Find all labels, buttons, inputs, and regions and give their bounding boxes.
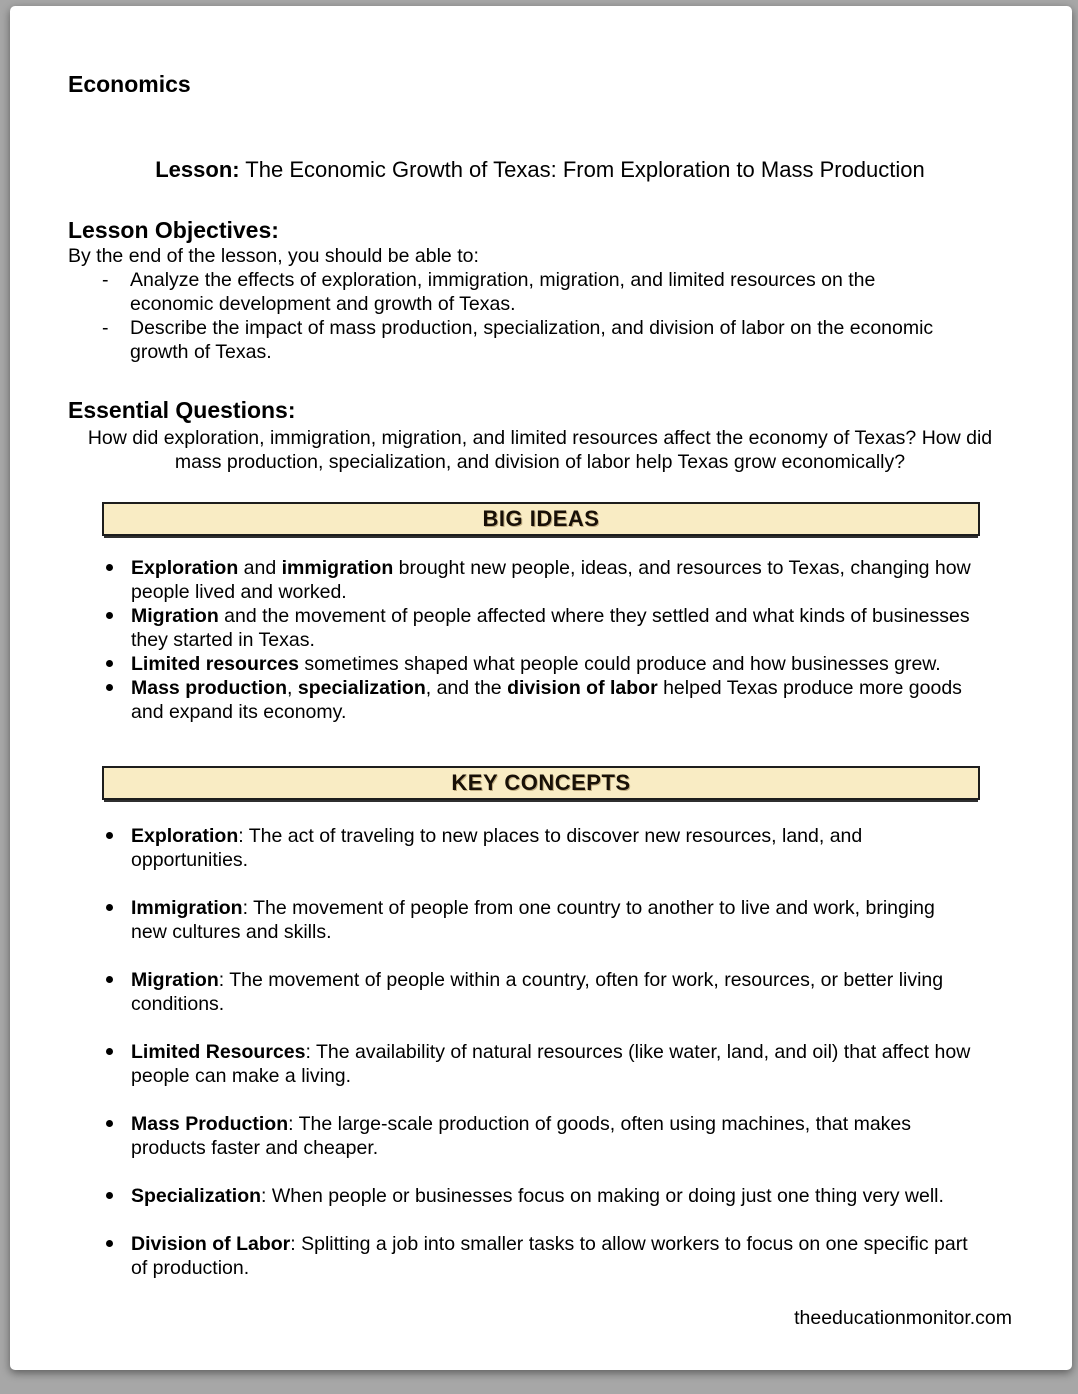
big-idea-item: Limited resources sometimes shaped what people could produce and how businesses grew.: [104, 652, 976, 676]
big-ideas-list: [104, 556, 1012, 724]
key-concepts-list: [104, 824, 1012, 1280]
key-concept-term: Division of Labor: [131, 1233, 291, 1255]
objective-item: - Describe the impact of mass production, specialization, and division of labor on the economic growth of Texas.: [98, 316, 948, 364]
website-footer: theeducationmonitor.com: [794, 1307, 1012, 1329]
key-concepts-banner: KEY CONCEPTS: [102, 766, 980, 800]
key-concept-term: Immigration: [131, 897, 243, 919]
big-idea-item: Mass production, specialization, and the division of labor helped Texas produce more goods and expand its economy.: [104, 676, 976, 724]
key-concept-definition: : The movement of people from one country to another to live and work, bringing new cultures and skills.: [131, 897, 935, 943]
objectives-list: [98, 268, 1012, 364]
key-concept-term: Limited Resources: [131, 1041, 306, 1063]
document-page: [10, 6, 1072, 1370]
key-concept-item: [104, 1232, 976, 1280]
key-concept-definition: : The movement of people within a country, often for work, resources, or better living conditions.: [131, 969, 944, 1015]
big-idea-item: Exploration and immigration brought new people, ideas, and resources to Texas, changing how people lived and worked.: [104, 556, 976, 604]
key-concept-definition: : When people or businesses focus on making or doing just one thing very well.: [261, 1185, 944, 1207]
key-concept-term: Mass Production: [131, 1113, 289, 1135]
key-concept-item: [104, 1040, 976, 1088]
key-concept-definition: : The act of traveling to new places to discover new resources, land, and opportunities.: [131, 825, 863, 871]
key-concept-item: [104, 896, 976, 944]
key-concept-definition: : The availability of natural resources (like water, land, and oil) that affect how people can make a living.: [131, 1041, 971, 1087]
lesson-title-line: [68, 156, 1012, 184]
key-concept-definition: : The large-scale production of goods, often using machines, that makes products faster and cheaper.: [131, 1113, 912, 1159]
key-concept-term: Specialization: [131, 1185, 262, 1207]
objectives-intro: By the end of the lesson, you should be able to:: [68, 245, 479, 267]
key-concept-item: [104, 1112, 976, 1160]
big-ideas-banner: BIG IDEAS: [102, 502, 980, 536]
key-concept-term: Migration: [131, 969, 219, 991]
lesson-title: The Economic Growth of Texas: From Exploration to Mass Production: [239, 157, 925, 182]
subject-title: Economics: [68, 71, 191, 97]
key-concept-item: [104, 968, 976, 1016]
key-concept-definition: : Splitting a job into smaller tasks to allow workers to focus on one specific part of production.: [131, 1233, 968, 1279]
key-concept-item: [104, 824, 976, 872]
key-concept-item: [104, 1184, 976, 1208]
big-idea-item: Migration and the movement of people affected where they settled and what kinds of businesses they started in Texas.: [104, 604, 976, 652]
objectives-heading: Lesson Objectives:: [68, 217, 279, 243]
key-concept-term: Exploration: [131, 825, 239, 847]
essential-questions-text: How did exploration, immigration, migration, and limited resources affect the economy of Texas? How did mass production, specialization, and division of labor help Texas grow economically?: [87, 427, 993, 473]
objective-item: - Analyze the effects of exploration, immigration, migration, and limited resources on the economic development and growth of Texas.: [98, 268, 948, 316]
essential-questions-heading: Essential Questions:: [68, 397, 296, 423]
lesson-label: Lesson:: [155, 157, 240, 182]
